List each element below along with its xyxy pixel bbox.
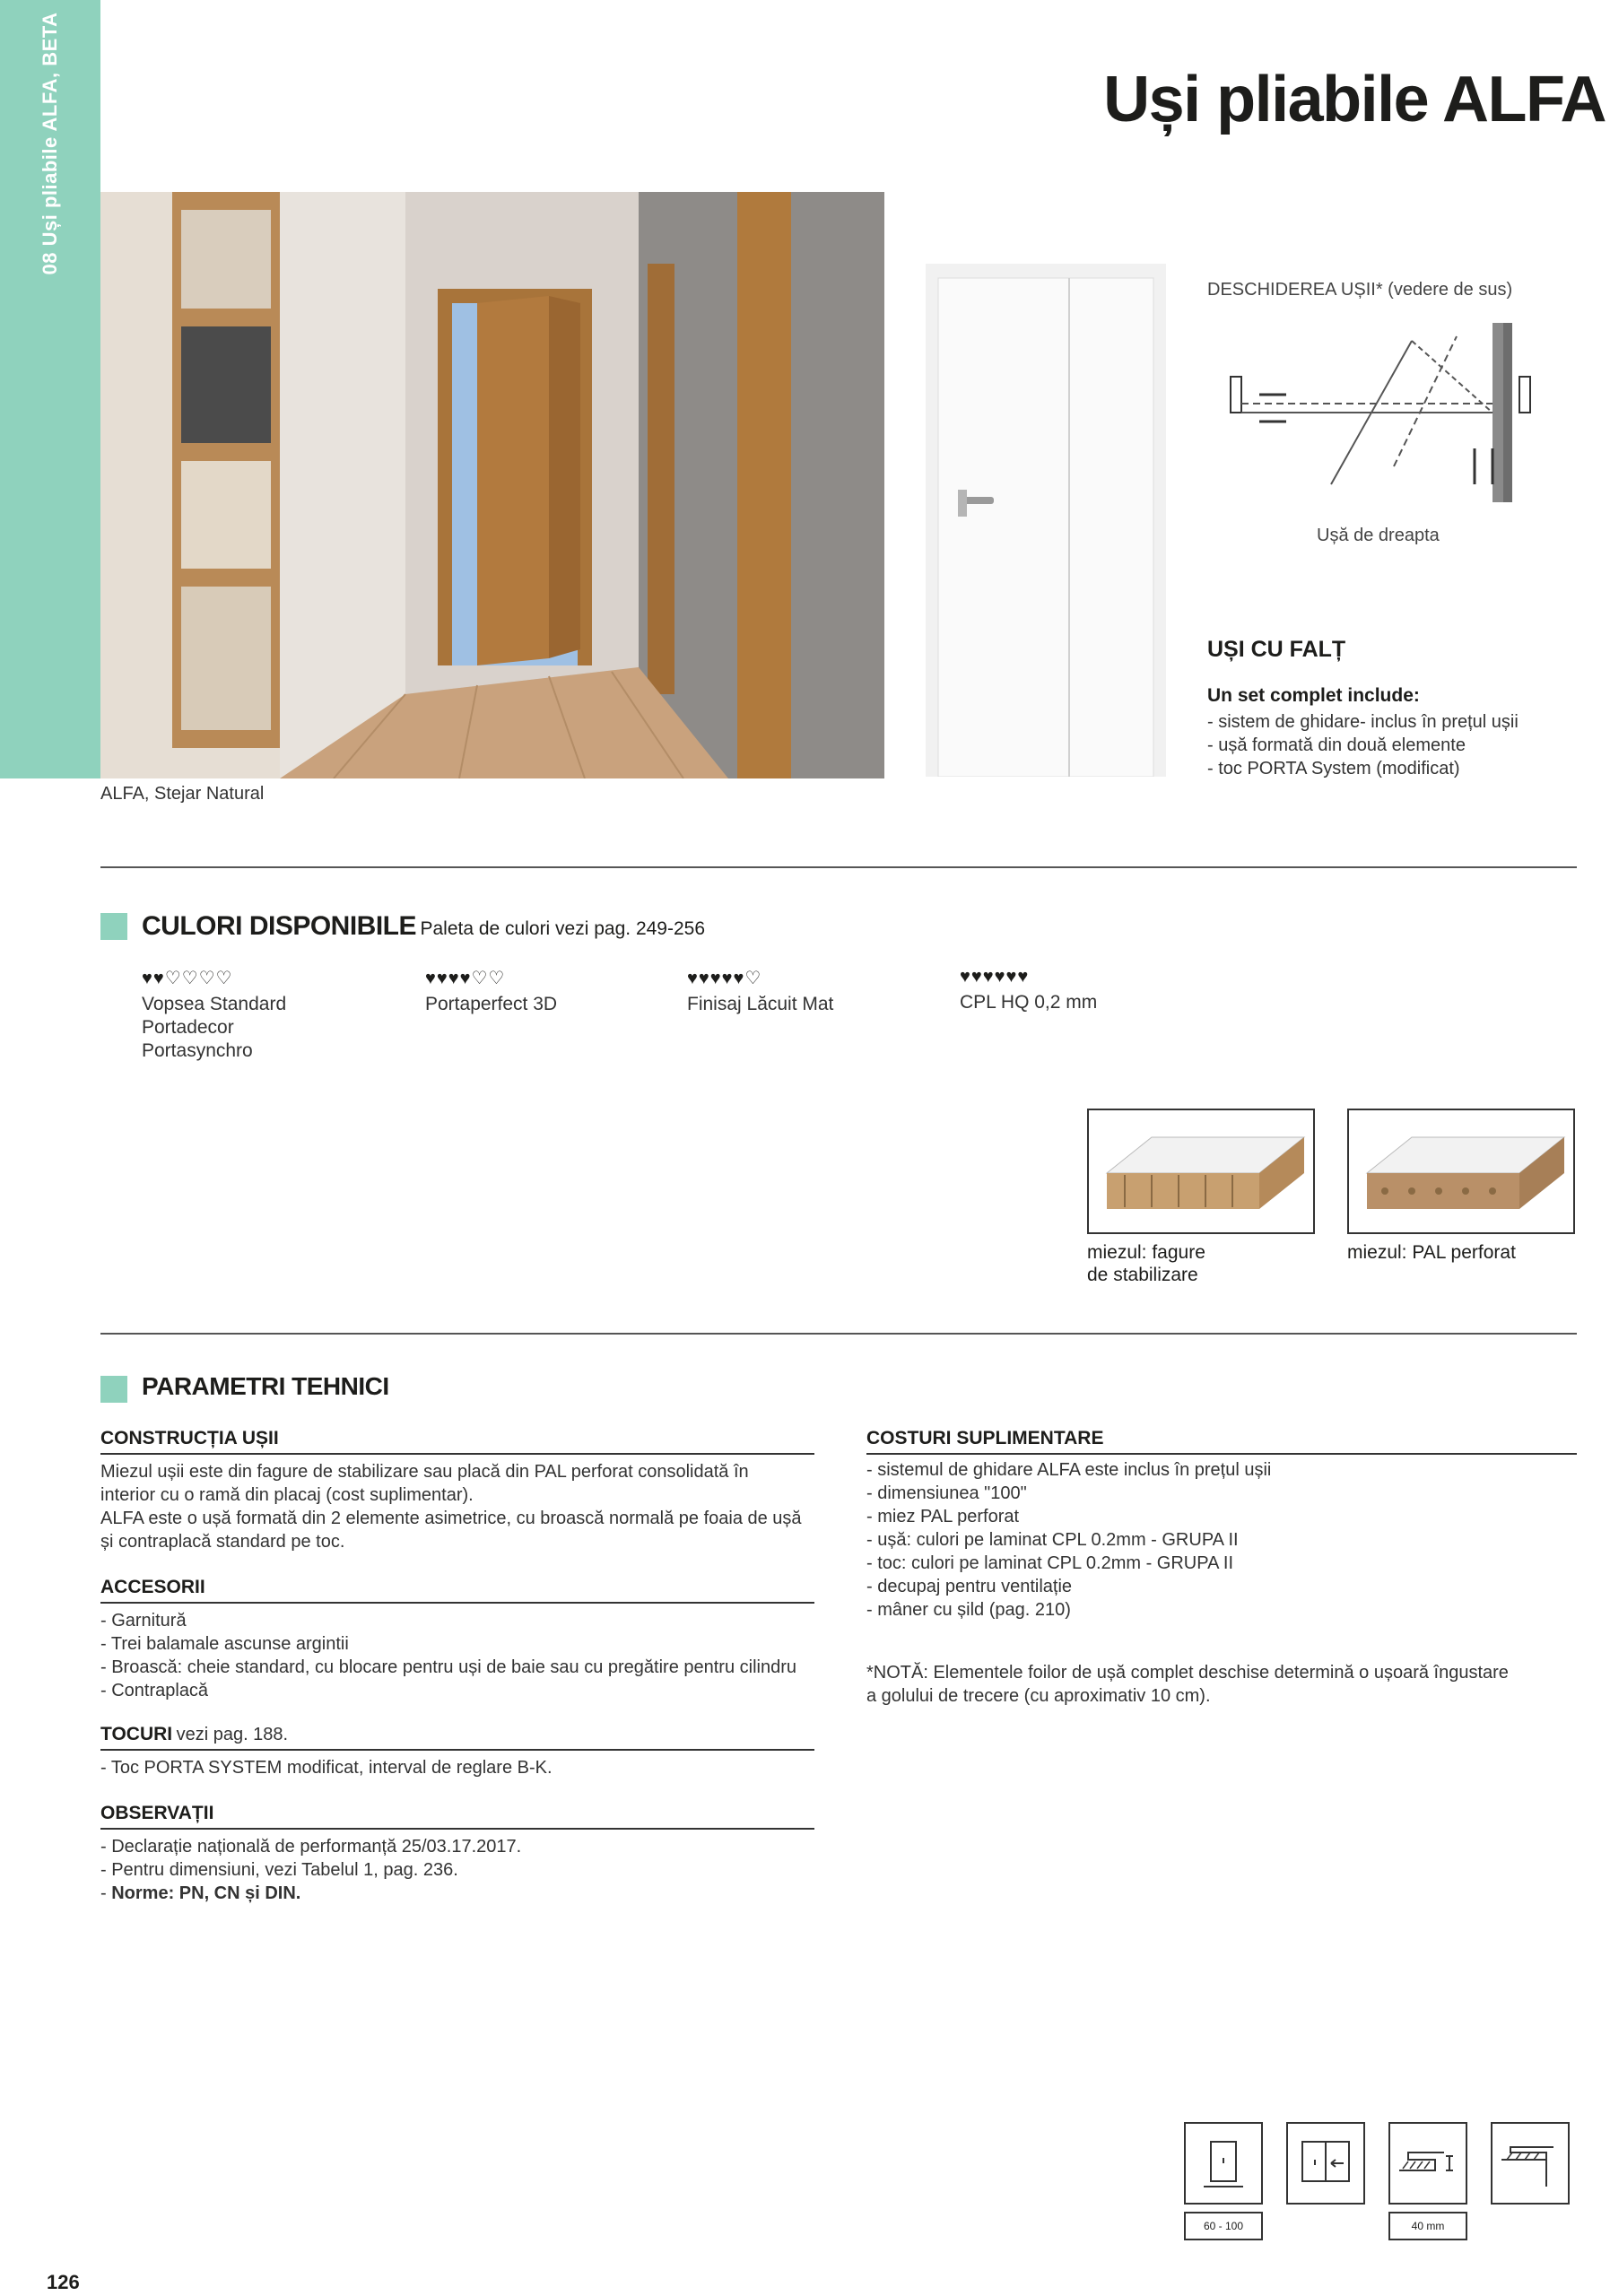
text-line: interior cu o ramă din placaj (cost suplimentar).	[100, 1485, 474, 1505]
core-label	[1087, 1241, 1205, 1286]
text-line: și contraplacă standard pe toc.	[100, 1532, 345, 1552]
list-item: - Declarație națională de performanță 25/03.17.2017.	[100, 1837, 522, 1857]
core-chipboard-image	[1347, 1109, 1575, 1234]
note-line: a golului de trecere (cu aproximativ 10 cm).	[866, 1686, 1211, 1706]
list-item: - decupaj pentru ventilație	[866, 1577, 1073, 1596]
section-rule	[100, 1749, 814, 1751]
section-rule	[100, 1602, 814, 1604]
side-tab	[0, 0, 100, 778]
accessories-title: ACCESORII	[100, 1577, 205, 1597]
section-rule	[100, 1828, 814, 1830]
list-item: - Trei balamale ascunse argintii	[100, 1634, 349, 1654]
rebate-profile-icon	[1388, 2122, 1467, 2205]
frames-title: TOCURI	[100, 1724, 173, 1744]
list-item: - Garnitură	[100, 1611, 187, 1631]
list-item: - sistem de ghidare- inclus în prețul ușii	[1207, 712, 1519, 732]
page-title: Uși pliabile ALFA	[1103, 64, 1606, 135]
list-item: - miez PAL perforat	[866, 1507, 1020, 1526]
color-group	[687, 967, 938, 1016]
width-range-label: 60 - 100	[1184, 2212, 1263, 2240]
side-tab-label: 08 Uși pliabile ALFA, BETA	[39, 12, 61, 275]
hearts-rating: ♥♥♥♥♥♡	[687, 969, 762, 988]
section-rule	[866, 1453, 1577, 1455]
opening-label: DESCHIDEREA UȘII* (vedere de sus)	[1207, 280, 1513, 300]
core-honeycomb-image	[1087, 1109, 1315, 1234]
right-column	[866, 1428, 1577, 1708]
core-label-line: miezul: PAL perforat	[1347, 1242, 1516, 1263]
color-option: Portasynchro	[142, 1040, 253, 1061]
list-item: - toc PORTA System (modificat)	[1207, 759, 1460, 778]
frame-profile-icon	[1491, 2122, 1570, 2205]
list-item: - ușă: culori pe laminat CPL 0.2mm - GRUPA II	[866, 1530, 1239, 1550]
construction-title: CONSTRUCȚIA UȘII	[100, 1428, 279, 1448]
hearts-rating: ♥♥♥♥♡♡	[425, 969, 506, 988]
hearts-rating: ♥♥♥♥♥♥	[960, 967, 1030, 987]
core-label-line: miezul: fagure	[1087, 1242, 1205, 1263]
color-group	[425, 967, 676, 1016]
core-label	[1347, 1241, 1516, 1264]
left-column	[100, 1428, 814, 1905]
list-item	[100, 1882, 814, 1905]
list-item: - toc: culori pe laminat CPL 0.2mm - GRUPA II	[866, 1553, 1234, 1573]
note-line: *NOTĂ: Elementele foilor de ușă complet deschise determină o ușoară îngustare	[866, 1663, 1509, 1683]
colors-note: Paleta de culori vezi pag. 249-256	[420, 918, 706, 939]
list-prefix: -	[100, 1883, 112, 1903]
colors-heading	[142, 911, 705, 942]
core-label-line: de stabilizare	[1087, 1265, 1198, 1285]
opening-sub: Ușă de dreapta	[1317, 526, 1440, 545]
frames-note: vezi pag. 188.	[176, 1725, 289, 1744]
list-item: - mâner cu șild (pag. 210)	[866, 1600, 1071, 1620]
norms-text: Norme: PN, CN și DIN.	[111, 1883, 301, 1903]
list-item: - sistemul de ghidare ALFA este inclus în prețul ușii	[866, 1460, 1272, 1480]
color-option: CPL HQ 0,2 mm	[960, 992, 1098, 1013]
list-item: - dimensiunea "100"	[866, 1483, 1027, 1503]
remarks-title: OBSERVAȚII	[100, 1803, 214, 1823]
hearts-rating: ♥♥♡♡♡♡	[142, 969, 233, 988]
frames-heading	[100, 1724, 814, 1745]
opening-diagram	[1223, 323, 1564, 520]
section-marker	[100, 1376, 127, 1403]
rebate-list	[1207, 710, 1519, 780]
text-line: ALFA este o ușă formată din 2 elemente asimetrice, cu broască normală pe foaia de ușă	[100, 1509, 802, 1528]
list-item: - ușă formată din două elemente	[1207, 735, 1466, 755]
thickness-label: 40 mm	[1388, 2212, 1467, 2240]
color-group	[142, 967, 393, 1063]
section-marker	[100, 913, 127, 940]
page-number: 126	[47, 2271, 80, 2293]
sliding-icon	[1286, 2122, 1365, 2205]
photo-caption: ALFA, Stejar Natural	[100, 784, 265, 804]
extra-costs-title: COSTURI SUPLIMENTARE	[866, 1428, 1104, 1448]
rebate-set-title: Un set complet include:	[1207, 685, 1420, 706]
divider	[100, 1333, 1577, 1335]
section-rule	[100, 1453, 814, 1455]
list-item: - Toc PORTA SYSTEM modificat, interval de reglare B-K.	[100, 1758, 553, 1778]
divider	[100, 866, 1577, 868]
color-option: Finisaj Lăcuit Mat	[687, 994, 834, 1014]
color-option: Portadecor	[142, 1017, 234, 1038]
color-option: Vopsea Standard	[142, 994, 287, 1014]
width-icon	[1184, 2122, 1263, 2205]
interior-photo	[100, 192, 884, 778]
rebate-title: UȘI CU FALȚ	[1207, 637, 1346, 662]
colors-title: CULORI DISPONIBILE	[142, 911, 417, 941]
color-option: Portaperfect 3D	[425, 994, 558, 1014]
door-product-image	[926, 264, 1166, 777]
list-item: - Contraplacă	[100, 1681, 209, 1700]
tech-title: PARAMETRI TEHNICI	[142, 1372, 389, 1400]
list-item: - Pentru dimensiuni, vezi Tabelul 1, pag. 236.	[100, 1860, 458, 1880]
list-item: - Broască: cheie standard, cu blocare pentru uși de baie sau cu pregătire pentru cilindru	[100, 1657, 797, 1677]
color-group	[960, 967, 1211, 1014]
text-line: Miezul ușii este din fagure de stabilizare sau placă din PAL perforat consolidată în	[100, 1462, 749, 1482]
